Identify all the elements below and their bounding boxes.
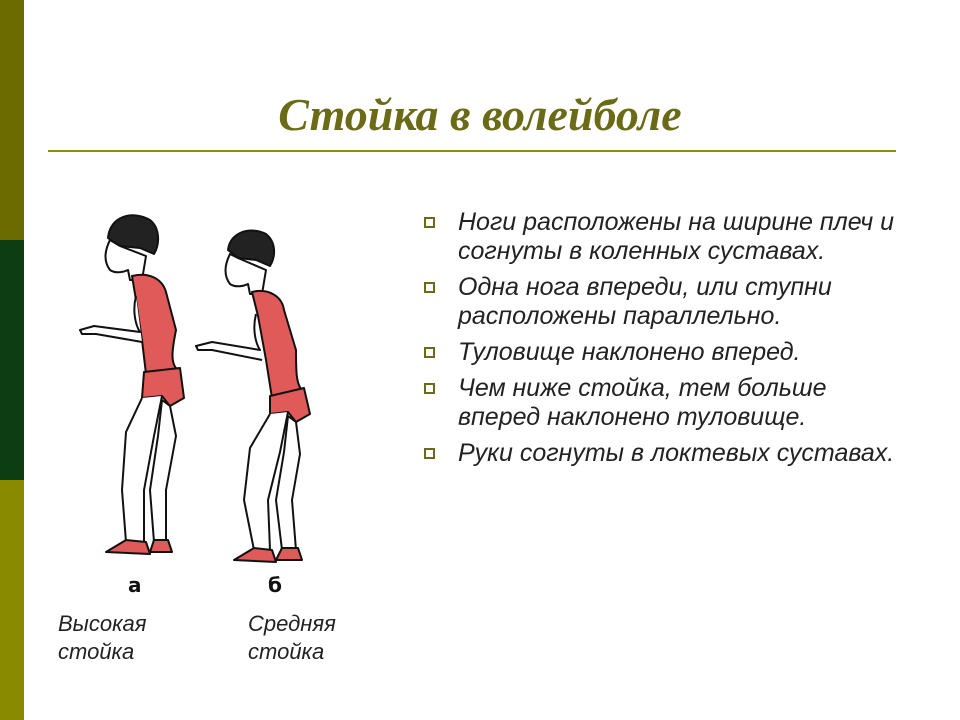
side-band-bottom bbox=[0, 480, 24, 720]
side-band-middle bbox=[0, 240, 24, 480]
caption-high-line1: Высокая bbox=[58, 611, 147, 636]
volleyball-stance-illustration bbox=[70, 200, 370, 600]
figure-label-a: а bbox=[128, 573, 142, 597]
bullet-list bbox=[422, 208, 902, 475]
hollow-square-icon bbox=[424, 383, 435, 394]
caption-high-line2: стойка bbox=[58, 639, 135, 664]
hollow-square-icon bbox=[424, 448, 435, 459]
bullet-text: Туловище наклонено вперед. bbox=[458, 338, 801, 366]
list-item bbox=[422, 208, 902, 266]
player-medium-stance bbox=[196, 231, 310, 562]
bullet-text: Руки согнуты в локтевых суставах. bbox=[458, 439, 895, 467]
caption-high-stance bbox=[58, 610, 198, 666]
list-item bbox=[422, 374, 902, 432]
bullet-text: Чем ниже стойка, тем больше вперед наклонено туловище. bbox=[458, 374, 827, 431]
bullet-text: Ноги расположены на ширине плеч и согнуты в коленных суставах. bbox=[458, 208, 895, 265]
caption-mid-line1: Средняя bbox=[248, 611, 336, 636]
hollow-square-icon bbox=[424, 347, 435, 358]
hollow-square-icon bbox=[424, 282, 435, 293]
bullet-text: Одна нога впереди, или ступни расположены параллельно. bbox=[458, 273, 832, 330]
caption-mid-line2: стойка bbox=[248, 639, 325, 664]
list-item bbox=[422, 439, 902, 468]
list-item bbox=[422, 338, 902, 367]
player-high-stance bbox=[80, 215, 184, 554]
title-divider bbox=[48, 150, 896, 152]
list-item bbox=[422, 273, 902, 331]
caption-medium-stance bbox=[248, 610, 388, 666]
figure-label-b: б bbox=[268, 573, 282, 597]
hollow-square-icon bbox=[424, 217, 435, 228]
page-title: Стойка в волейболе bbox=[278, 89, 682, 140]
